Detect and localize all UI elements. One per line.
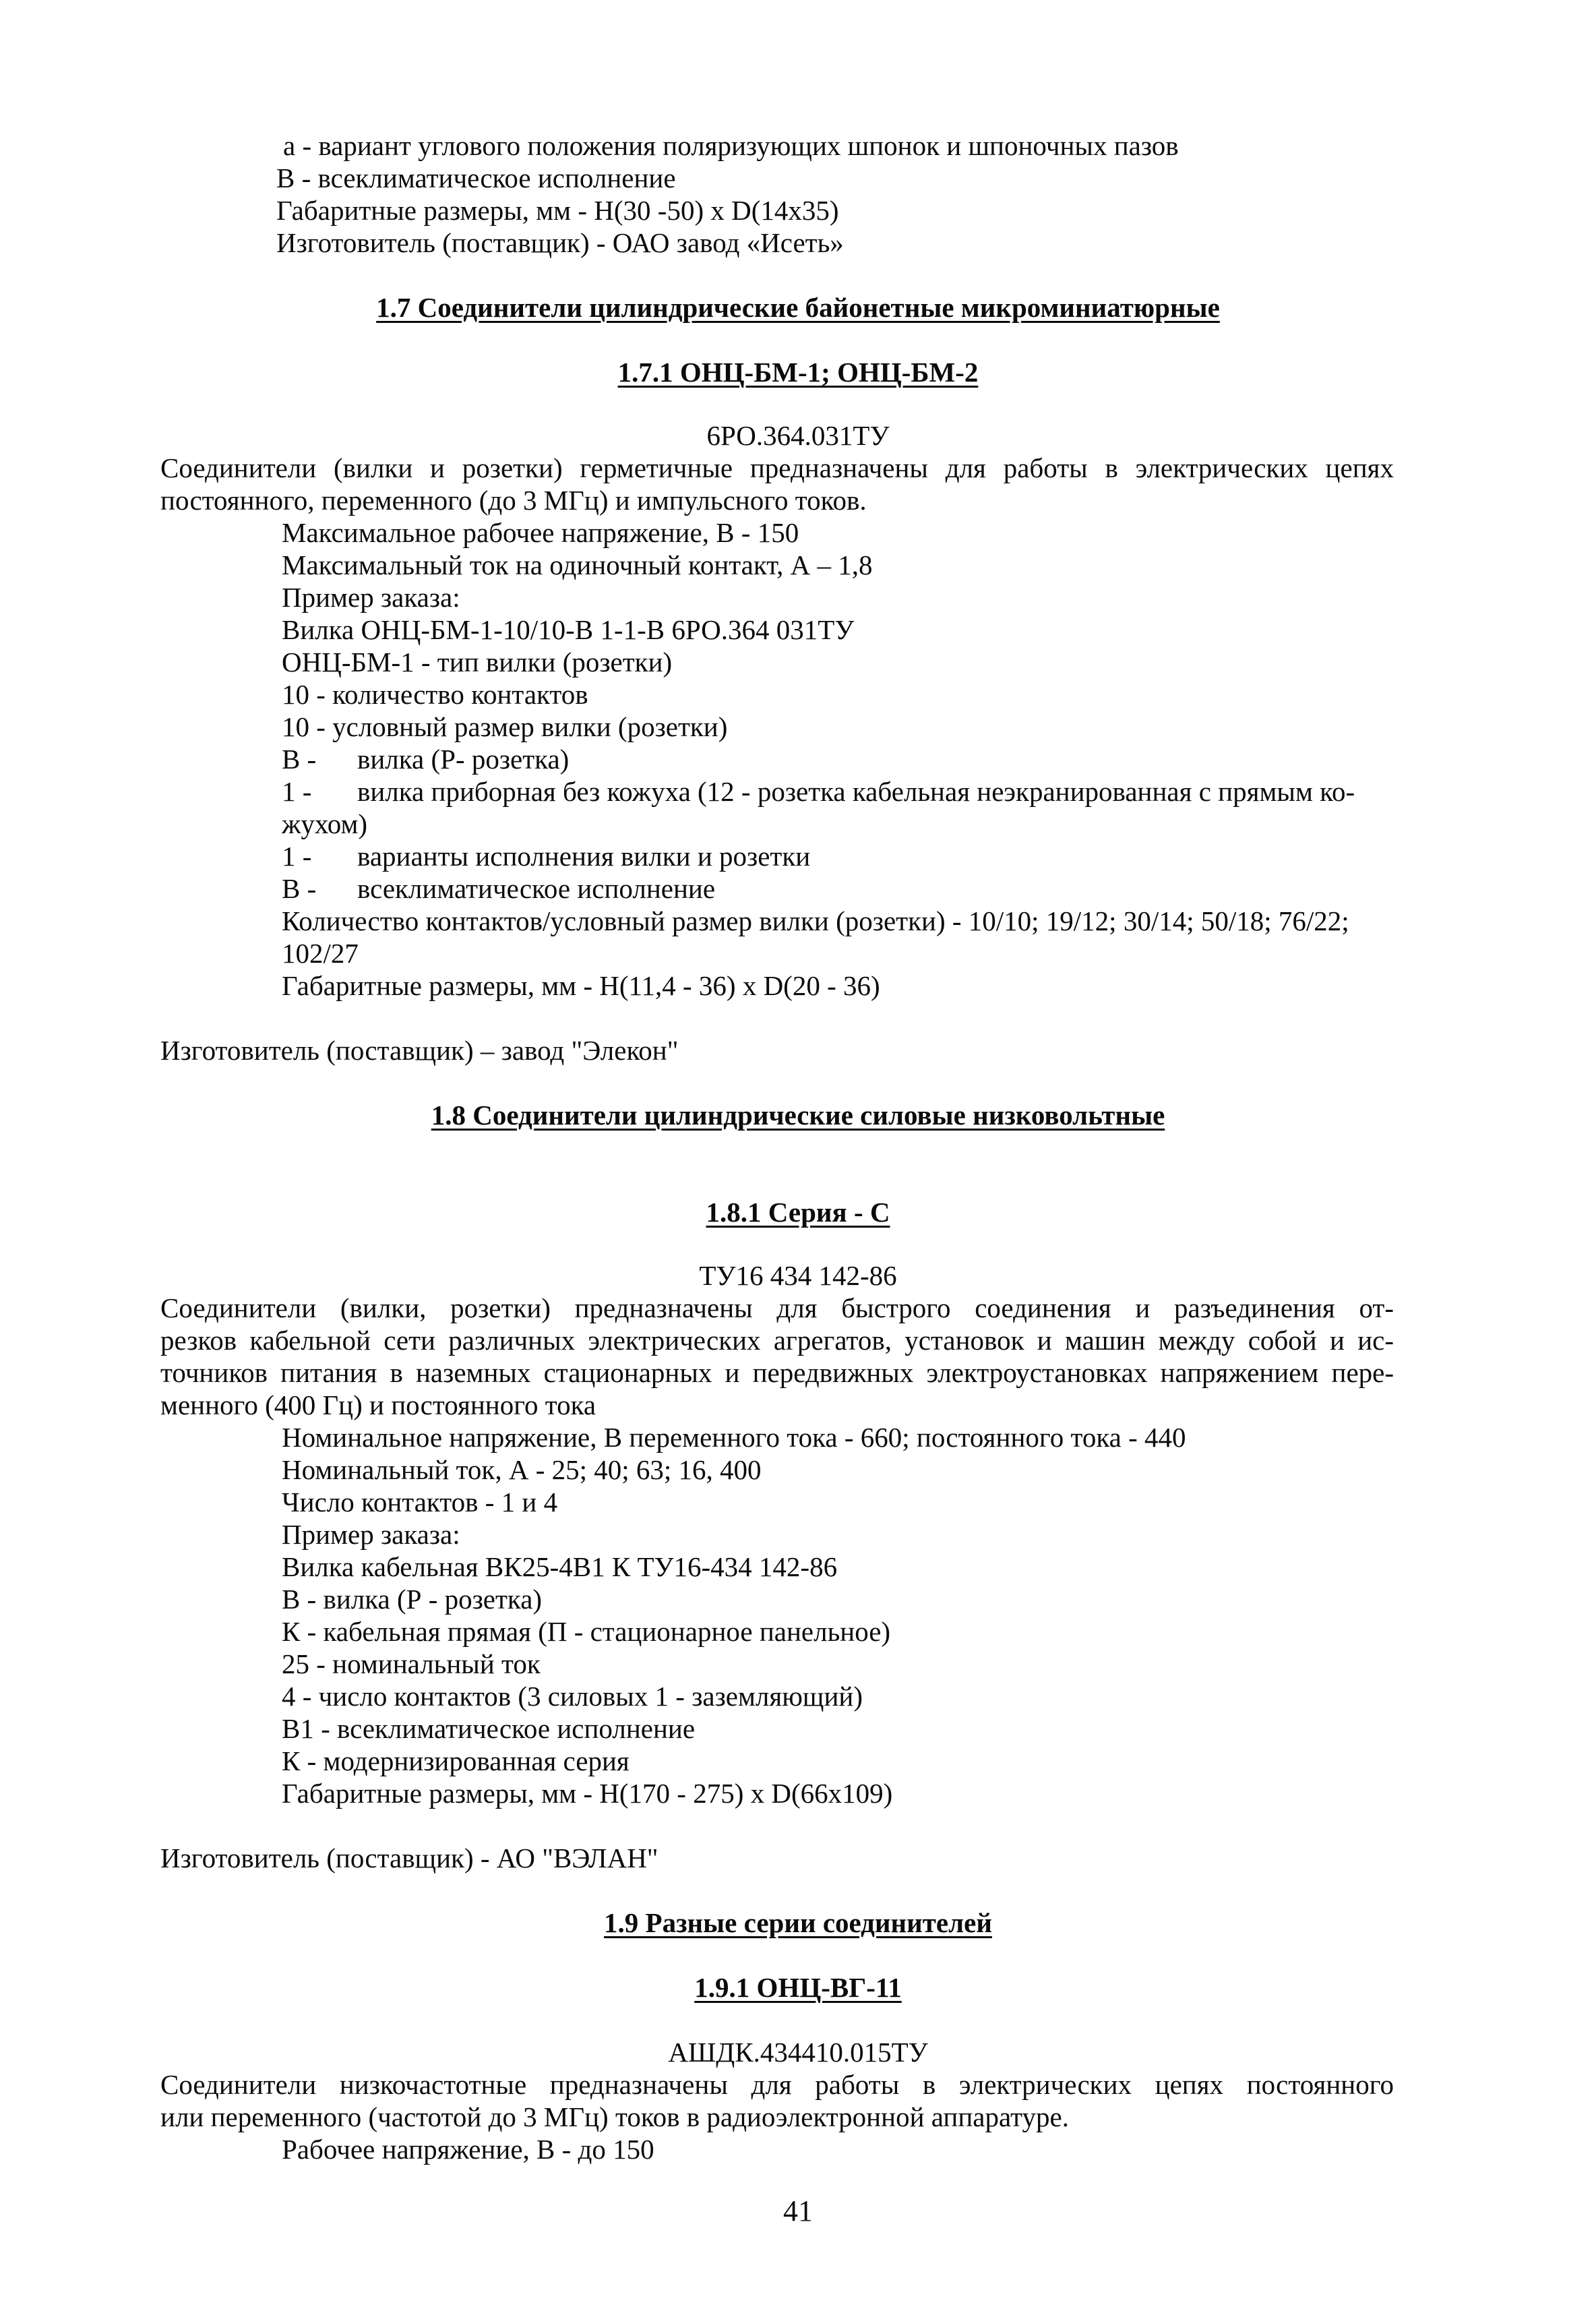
- doc-code: ТУ16 434 142-86: [699, 1260, 897, 1291]
- spec-line: Число контактов - 1 и 4: [282, 1487, 558, 1518]
- code-label: 1 -: [282, 841, 312, 872]
- paragraph-line: Соединители низкочастотные предназначены для работы в электрических цепях постоянного: [160, 2069, 1394, 2100]
- code-text: вилка приборная без кожуха (12 - розетка кабельная неэкранированная с прямым ко-: [357, 776, 1355, 807]
- spec-line: Номинальное напряжение, В переменного тока - 660; постоянного тока - 440: [282, 1422, 1186, 1453]
- spec-line: Вилка ОНЦ-БМ-1-10/10-В 1-1-В 6РО.364 031ТУ: [282, 614, 855, 645]
- spec-line: Рабочее напряжение, В - до 150: [282, 2134, 654, 2165]
- code-text: всеклиматическое исполнение: [357, 873, 716, 904]
- spec-line: Количество контактов/условный размер вилки (розетки) - 10/10; 19/12; 30/14; 50/18; 76/22;: [282, 905, 1349, 936]
- section-heading: 1.9 Разные серии соединителей: [604, 1907, 992, 1938]
- paragraph-line: постоянного, переменного (до 3 МГц) и импульсного токов.: [160, 485, 867, 516]
- paragraph-line: или переменного (частотой до 3 МГц) токов в радиоэлектронной аппаратуре.: [160, 2101, 1069, 2132]
- spec-line: К - модернизированная серия: [282, 1745, 630, 1776]
- spec-line: 10 - количество контактов: [282, 679, 588, 710]
- section-heading: 1.7 Соединители цилиндрические байонетные микроминиатюрные: [376, 292, 1220, 323]
- paragraph-line: Соединители (вилки и розетки) герметичные предназначены для работы в электрических цепях: [160, 452, 1394, 483]
- spec-line: 25 - номинальный ток: [282, 1648, 541, 1679]
- code-label: В -: [282, 873, 317, 904]
- spec-line: Пример заказа:: [282, 582, 460, 613]
- code-label: В -: [282, 744, 317, 775]
- manufacturer-line: Изготовитель (поставщик) - АО "ВЭЛАН": [160, 1842, 658, 1873]
- code-line: [282, 840, 810, 872]
- spec-line: ОНЦ-БМ-1 - тип вилки (розетки): [282, 647, 673, 678]
- spec-line: Номинальный ток, А - 25; 40; 63; 16, 400: [282, 1454, 762, 1485]
- doc-code: АШДК.434410.015ТУ: [668, 2037, 928, 2068]
- spec-line: Максимальное рабочее напряжение, В - 150: [282, 517, 799, 548]
- spec-line: В1 - всеклиматическое исполнение: [282, 1713, 696, 1744]
- text-line: Габаритные размеры, мм - Н(30 -50) х D(14х35): [276, 195, 839, 226]
- text-line: В - всеклиматическое исполнение: [276, 162, 676, 193]
- subsection-heading: 1.9.1 ОНЦ-ВГ-11: [694, 1972, 902, 2003]
- text-line: а - вариант углового положения поляризующих шпонок и шпоночных пазов: [283, 130, 1179, 161]
- text-line: Изготовитель (поставщик) - ОАО завод «Исеть»: [276, 227, 844, 258]
- spec-line: Габаритные размеры, мм - Н(170 - 275) х D(66х109): [282, 1778, 893, 1809]
- spec-line: 10 - условный размер вилки (розетки): [282, 711, 728, 742]
- code-label: 1 -: [282, 776, 312, 807]
- code-line-continuation: жухом): [282, 808, 368, 839]
- code-text: вилка (Р- розетка): [357, 744, 570, 775]
- subsection-heading: 1.8.1 Серия - С: [706, 1197, 890, 1228]
- page-number: 41: [783, 2194, 813, 2227]
- code-line: [282, 743, 569, 775]
- manufacturer-line: Изготовитель (поставщик) – завод "Элекон": [160, 1035, 679, 1066]
- spec-line: В - вилка (Р - розетка): [282, 1584, 543, 1615]
- section-heading: 1.8 Соединители цилиндрические силовые низковольтные: [431, 1100, 1165, 1131]
- spec-line: 4 - число контактов (3 силовых 1 - заземляющий): [282, 1681, 863, 1712]
- spec-line: Максимальный ток на одиночный контакт, А – 1,8: [282, 549, 873, 580]
- doc-code: 6РО.364.031ТУ: [706, 420, 890, 451]
- spec-line: Вилка кабельная ВК25-4В1 К ТУ16-434 142-86: [282, 1551, 838, 1582]
- paragraph-line: точников питания в наземных стационарных и передвижных электроустановках напряжением пере-: [160, 1357, 1394, 1388]
- paragraph-line: Соединители (вилки, розетки) предназначены для быстрого соединения и разъединения от-: [160, 1292, 1394, 1323]
- paragraph-line: менного (400 Гц) и постоянного тока: [160, 1389, 596, 1420]
- code-text: варианты исполнения вилки и розетки: [357, 841, 811, 872]
- spec-line: Пример заказа:: [282, 1519, 460, 1550]
- spec-line: К - кабельная прямая (П - стационарное панельное): [282, 1616, 891, 1647]
- subsection-heading: 1.7.1 ОНЦ-БМ-1; ОНЦ-БМ-2: [617, 357, 979, 388]
- code-line: [282, 872, 715, 905]
- spec-line: Габаритные размеры, мм - Н(11,4 - 36) х D(20 - 36): [282, 970, 880, 1001]
- paragraph-line: резков кабельной сети различных электрических агрегатов, установок и машин между собой и ис-: [160, 1325, 1394, 1356]
- spec-line: 102/27: [282, 938, 359, 969]
- code-line: [282, 775, 1355, 808]
